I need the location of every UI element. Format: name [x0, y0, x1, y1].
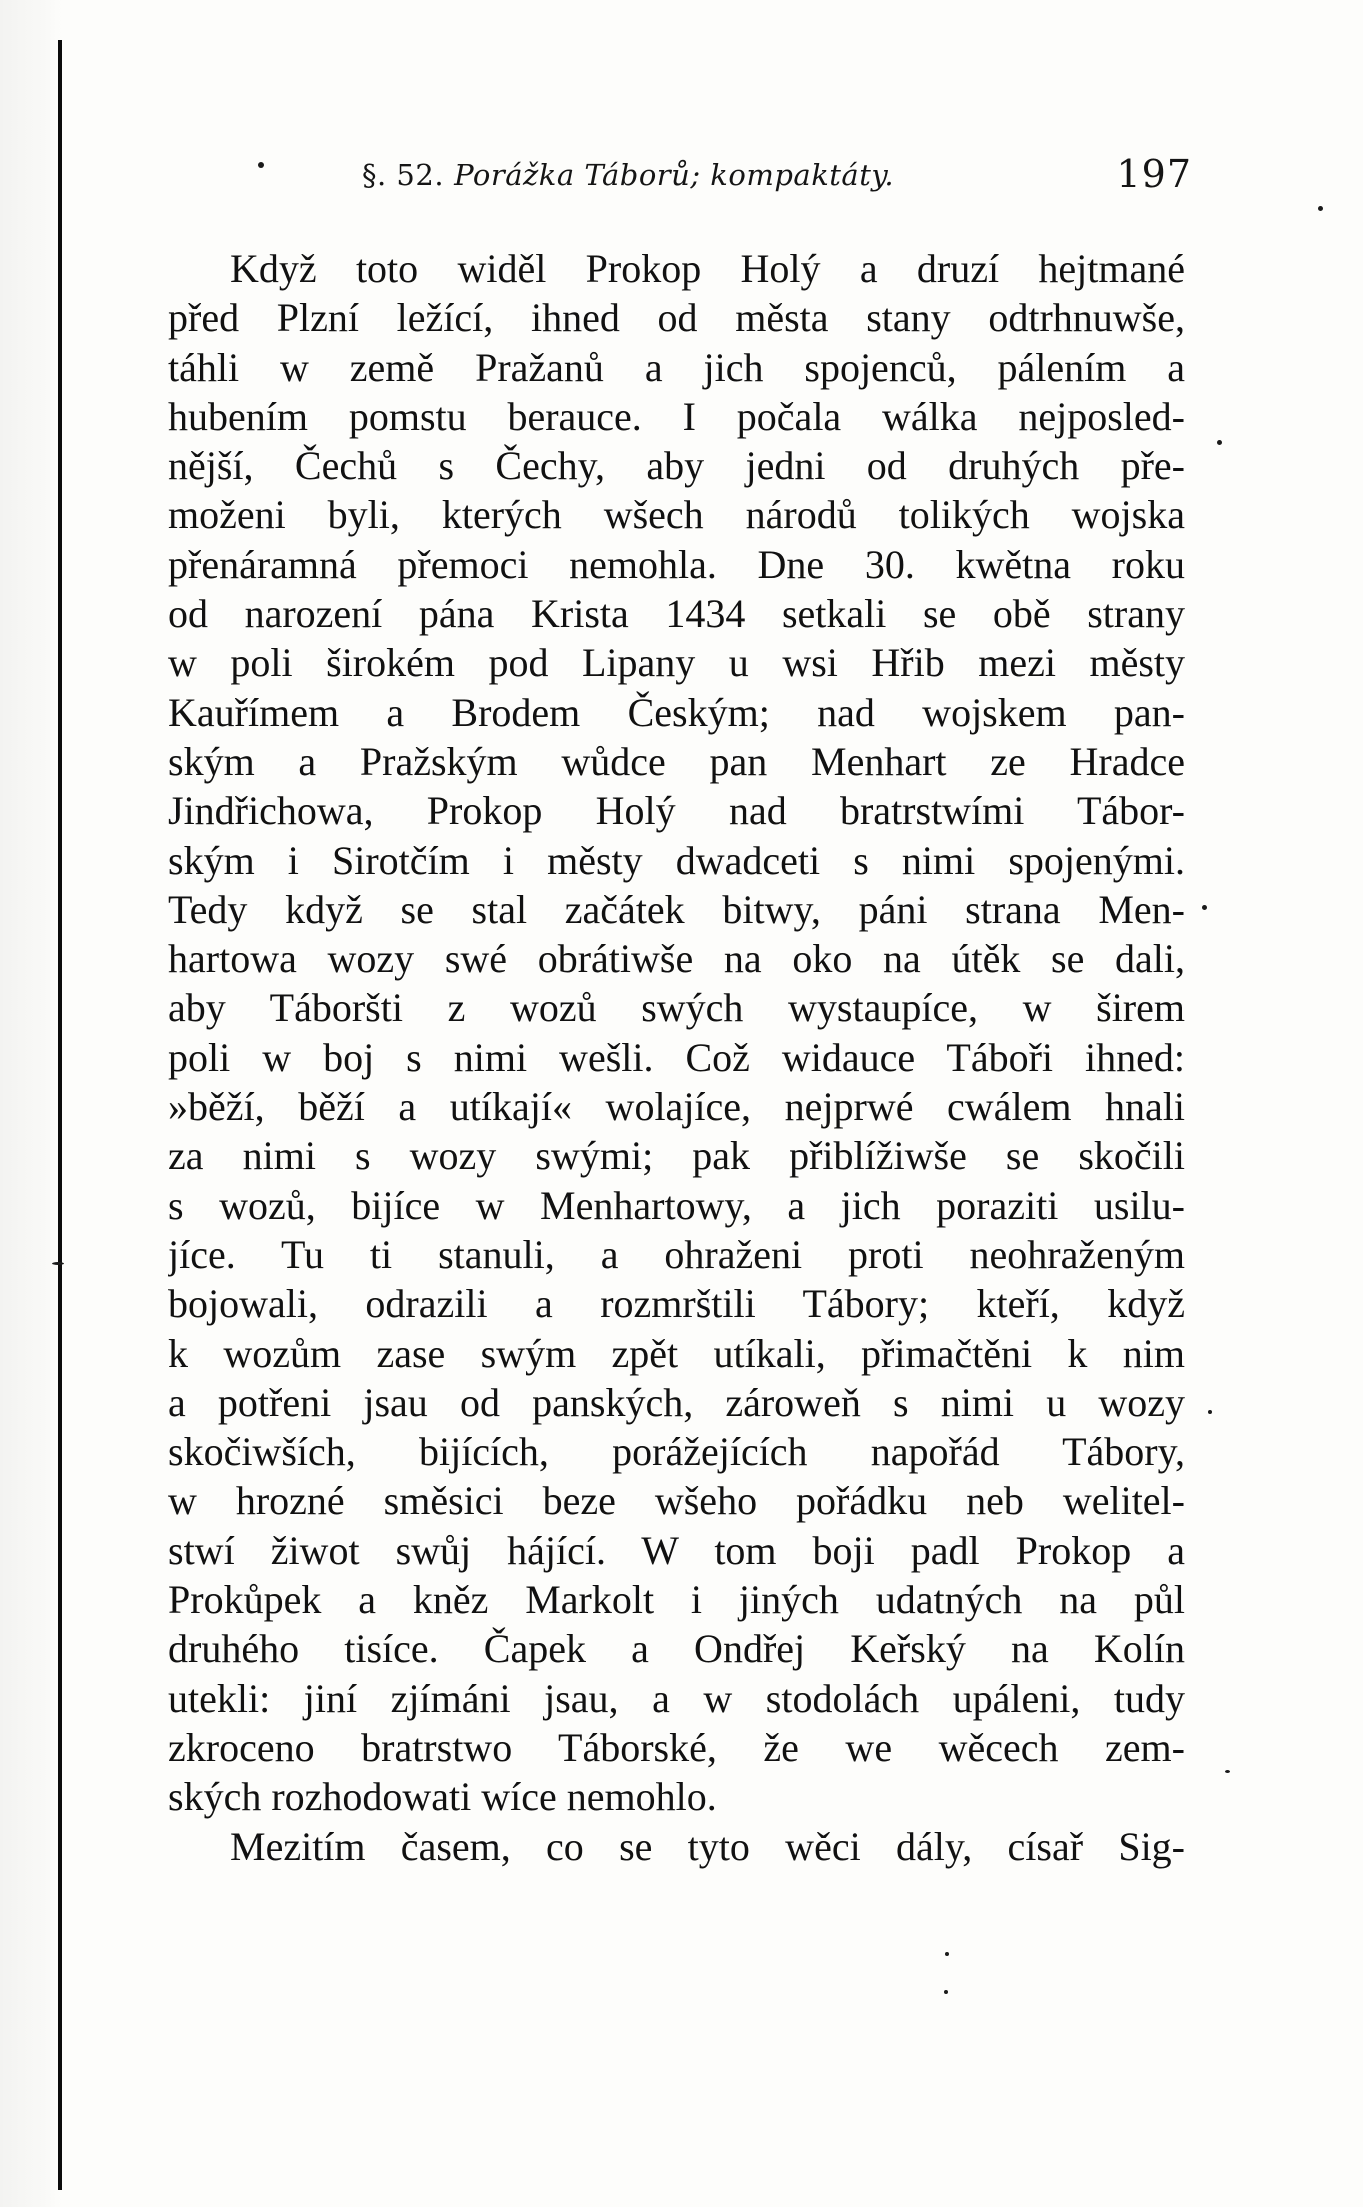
- page-gutter: [0, 0, 62, 2207]
- binding-edge: [58, 40, 62, 2190]
- text-line: w poli širokém pod Lipany u wsi Hřib mezi městy: [168, 640, 1185, 686]
- text-line: před Plzní ležící, ihned od města stany odtrhnuwše,: [168, 295, 1185, 341]
- chapter-title: Porážka Táborů; kompaktáty.: [454, 158, 895, 192]
- text-line: za nimi s wozy swými; pak přiblížiwše se skočili: [168, 1133, 1185, 1179]
- text-line: skočiwších, bijících, porážejících napořád Tábory,: [168, 1429, 1185, 1475]
- text-line: ským i Sirotčím i městy dwadceti s nimi spojenými.: [168, 837, 1185, 883]
- scan-speck: [1225, 1770, 1230, 1773]
- text-line: »běží, běží a utíkají« wolajíce, nejprwé cwálem hnali: [168, 1084, 1185, 1130]
- text-line: a potřeni jsau od panských, zároweň s nimi u wozy: [168, 1379, 1185, 1425]
- text-line: Tedy když se stal začátek bitwy, páni strana Men-: [168, 886, 1185, 932]
- scan-speck: [258, 162, 264, 168]
- page-number: 197: [1116, 152, 1192, 196]
- text-line: od narození pána Krista 1434 setkali se obě strany: [168, 591, 1185, 637]
- scan-speck: [1318, 206, 1323, 211]
- text-line: s wozů, bijíce w Menhartowy, a jich poraziti usilu-: [168, 1182, 1185, 1228]
- running-head: [362, 158, 894, 192]
- text-line: aby Táboršti z wozů swých wystaupíce, w širem: [168, 985, 1185, 1031]
- scan-speck: [945, 1952, 949, 1956]
- text-line: hubením pomstu berauce. I počala wálka nejposled-: [168, 393, 1185, 439]
- text-line: Kauřímem a Brodem Českým; nad wojskem pan-: [168, 689, 1185, 735]
- text-line: poli w boj s nimi wešli. Což widauce Táboři ihned:: [168, 1034, 1185, 1080]
- text-line: Mezitím časem, co se tyto wěci dály, císař Sig-: [230, 1823, 1185, 1869]
- section-number: §. 52.: [362, 158, 445, 192]
- text-line: k wozům zase swým zpět utíkali, přimačtěni k nim: [168, 1330, 1185, 1376]
- text-line: zkroceno bratrstwo Táborské, že we wěcech zem-: [168, 1724, 1185, 1770]
- text-line: hartowa wozy swé obrátiwše na oko na útěk se dali,: [168, 936, 1185, 982]
- text-line: Prokůpek a kněz Markolt i jiných udatných na půl: [168, 1577, 1185, 1623]
- scan-speck: [944, 1990, 948, 1994]
- scan-speck: [1208, 1410, 1212, 1414]
- scan-speck: [1202, 905, 1207, 910]
- text-line: nější, Čechů s Čechy, aby jedni od druhých pře-: [168, 443, 1185, 489]
- text-line: táhli w země Pražanů a jich spojenců, pálením a: [168, 344, 1185, 390]
- scan-speck: [52, 1262, 64, 1265]
- text-line: stwí žiwot swůj hájící. W tom boji padl Prokop a: [168, 1527, 1185, 1573]
- text-line: přenáramná přemoci nemohla. Dne 30. kwětna roku: [168, 541, 1185, 587]
- text-line: bojowali, odrazili a rozmrštili Tábory; kteří, když: [168, 1281, 1185, 1327]
- page-header: [362, 152, 1192, 202]
- text-line: jíce. Tu ti stanuli, a ohraženi proti neohraženým: [168, 1231, 1185, 1277]
- body-text: [168, 244, 1185, 1871]
- text-line: ským a Pražským wůdce pan Menhart ze Hradce: [168, 738, 1185, 784]
- scan-speck: [1217, 440, 1222, 445]
- text-line: Když toto widěl Prokop Holý a druzí hejtmané: [230, 246, 1185, 291]
- text-line: utekli: jiní zjímáni jsau, a w stodolách upáleni, tudy: [168, 1675, 1185, 1721]
- text-line: moženi byli, kterých wšech národů tolikých wojska: [168, 492, 1185, 538]
- text-line: druhého tisíce. Čapek a Ondřej Keřský na Kolín: [168, 1626, 1185, 1672]
- text-line: ských rozhodowati wíce nemohlo.: [168, 1774, 717, 1820]
- text-line: w hrozné směsici beze wšeho pořádku neb welitel-: [168, 1478, 1185, 1524]
- text-line: Jindřichowa, Prokop Holý nad bratrstwími Tábor-: [168, 788, 1185, 834]
